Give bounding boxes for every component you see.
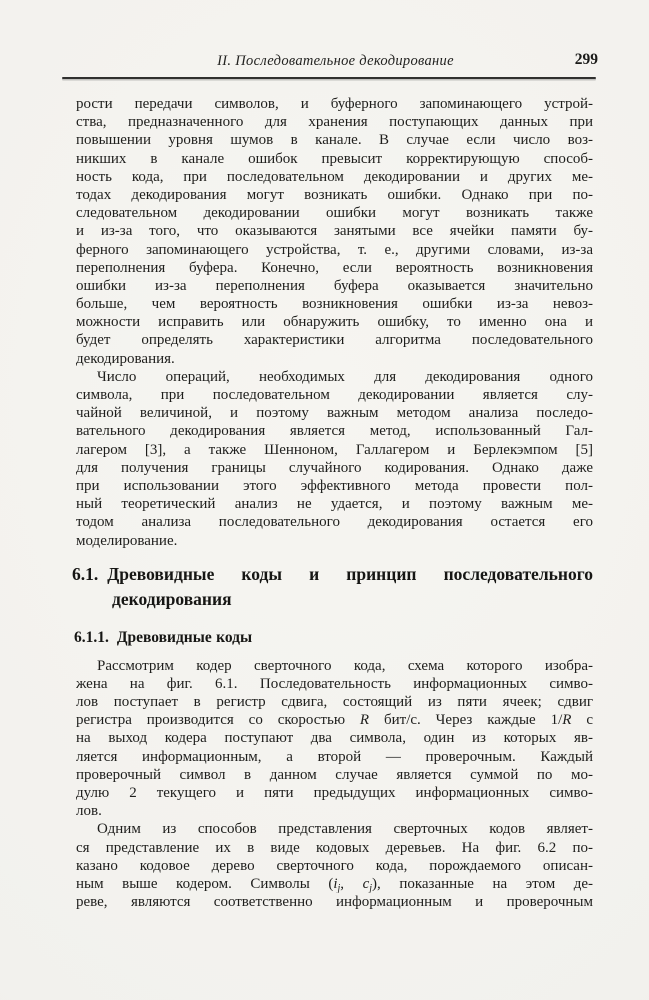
math-symbol: R: [562, 712, 572, 729]
text-segment: следовательном декодировании ошибки могут возникать также: [76, 205, 593, 222]
text-line: [76, 368, 593, 386]
text-line: [76, 802, 593, 820]
text-line: [76, 693, 593, 711]
text-line: [76, 532, 593, 550]
math-symbol: i: [333, 875, 338, 892]
text-segment: ный теоретический анализ не удается, и поэтому важным ме-: [76, 496, 593, 513]
text-segment: на выход кодера поступают два символа, один из которых яв-: [76, 730, 593, 747]
text-segment: повышении уровня шумов в канале. В случае если число воз-: [76, 132, 593, 149]
page-content: [72, 95, 593, 911]
math-symbol: R: [359, 712, 370, 729]
text-line: [76, 168, 593, 186]
text-line: [76, 893, 593, 911]
text-segment: жена на фиг. 6.1. Последовательность информационных симво-: [76, 675, 593, 692]
text-line: [76, 95, 593, 113]
text-segment: переполнения буфера. Конечно, если вероятность возникновения: [76, 259, 593, 276]
text-segment: ся представление их в виде кодовых деревьев. На фиг. 6.2 по-: [76, 839, 593, 856]
text-line: [76, 875, 593, 893]
text-segment: ,: [340, 875, 363, 892]
paragraph: [76, 820, 593, 911]
text-segment: для получения границы случайного кодирования. Однако даже: [76, 459, 593, 476]
text-line: [72, 562, 593, 587]
text-segment: реве, являются соответственно информационным и проверочным: [76, 894, 593, 911]
text-line: [76, 350, 593, 368]
text-segment: декодирования: [112, 588, 232, 609]
text-line: [76, 477, 593, 495]
section-heading: [72, 562, 593, 612]
text-line: [76, 459, 593, 477]
text-line: [76, 513, 593, 531]
text-line: [76, 313, 593, 331]
text-line: [76, 857, 593, 875]
text-line: [76, 839, 593, 857]
page-header: [76, 51, 598, 71]
paragraph: [76, 95, 593, 368]
text-line: [76, 113, 593, 131]
text-line: [72, 587, 593, 612]
text-segment: никших в канале ошибок превысит корректирующую способ-: [76, 150, 593, 167]
text-line: [76, 295, 593, 313]
text-segment: проверочный символ в данном случае является суммой по мо-: [76, 766, 593, 783]
text-line: [76, 331, 593, 349]
text-line: [76, 729, 593, 747]
text-line: [76, 766, 593, 784]
text-segment: моделирование.: [76, 532, 178, 549]
paragraph: [76, 657, 593, 821]
text-segment: казано кодовое дерево сверточного кода, порождаемого описан-: [76, 857, 593, 874]
text-segment: ность кода, при последовательном декодировании и других ме-: [76, 168, 593, 185]
text-segment: Число операций, необходимых для декодирования одного: [97, 368, 593, 385]
text-segment: дулю 2 текущего и пяти предыдущих информационных симво-: [76, 785, 593, 801]
text-segment: лагером [3], а также Шенноном, Галлагером и Берлекэмпом [5]: [76, 441, 593, 458]
text-segment: можности исправить или обнаружить ошибку, то именно она и: [76, 314, 593, 331]
text-segment: Одним из способов представления сверточных кодов являет-: [97, 821, 593, 838]
text-line: [76, 131, 593, 149]
subscript-symbol: j: [337, 882, 341, 894]
text-line: [76, 277, 593, 295]
text-segment: лов поступает в регистр сдвига, состоящий из пяти ячеек; сдвиг: [76, 694, 593, 711]
header-rule: [62, 77, 596, 79]
text-line: [76, 222, 593, 240]
text-line: [76, 820, 593, 838]
text-line: [76, 241, 593, 259]
text-line: [76, 748, 593, 766]
text-segment: ошибки из-за переполнения буфера оказывается значительно: [76, 277, 593, 294]
subscript-symbol: j: [369, 882, 373, 894]
text-line: [76, 495, 593, 513]
text-segment: рости передачи символов, и буферного запоминающего устрой-: [76, 96, 593, 112]
text-segment: вательного декодирования является метод, использованный Гал-: [76, 423, 593, 440]
text-segment: тодах декодирования могут возникать ошибки. Однако при по-: [76, 186, 593, 203]
text-line: [76, 784, 593, 802]
text-segment: декодирования.: [76, 350, 175, 367]
text-line: [74, 627, 593, 648]
text-line: [76, 186, 593, 204]
text-segment: ства, предназначенного для хранения поступающих данных при: [76, 114, 593, 131]
text-line: [76, 657, 593, 675]
text-segment: при использовании этого эффективного метода провести пол-: [76, 477, 593, 494]
text-segment: Древовидные коды: [116, 628, 253, 646]
text-segment: ным выше кодером. Символы (: [76, 875, 334, 892]
text-line: [76, 422, 593, 440]
text-segment: лов.: [76, 803, 102, 820]
text-segment: ), показанные на этом де-: [372, 875, 593, 892]
text-segment: тодом анализа последовательного декодирования остается его: [76, 514, 593, 531]
text-segment: больше, чем вероятность возникновения ошибки из-за невоз-: [76, 296, 593, 313]
text-line: [76, 441, 593, 459]
text-segment: символа, при последовательном декодировании является слу-: [76, 387, 593, 403]
text-segment: ляется информационным, а второй — проверочным. Каждый: [76, 748, 593, 765]
text-line: [76, 404, 593, 422]
text-segment: и из-за того, что оказываются занятыми все ячейки памяти бу-: [76, 223, 593, 240]
text-line: [76, 711, 593, 729]
text-segment: бит/с. Через каждые 1/: [369, 712, 563, 729]
text-segment: регистра производится со скоростью: [76, 712, 360, 729]
text-line: [76, 150, 593, 168]
page-number: 299: [574, 51, 598, 68]
text-line: [76, 386, 593, 404]
text-segment: будет определять характеристики алгоритма последовательного: [76, 332, 593, 349]
subsection-heading: [74, 627, 593, 648]
text-segment: ферного запоминающего устройства, т. е., другими словами, из-за: [76, 241, 593, 258]
heading-number: 6.1.1.: [74, 628, 109, 646]
text-segment: с: [571, 712, 593, 729]
text-line: [76, 259, 593, 277]
text-segment: Древовидные коды и принцип последовательного: [107, 563, 593, 584]
paragraph: [76, 368, 593, 550]
text-segment: чайной величиной, и поэтому важным методом анализа последо-: [76, 405, 593, 422]
text-line: [76, 675, 593, 693]
heading-number: 6.1.: [72, 563, 99, 584]
running-title: II. Последовательное декодирование: [217, 53, 454, 69]
math-symbol: c: [362, 875, 370, 892]
text-segment: Рассмотрим кодер сверточного кода, схема которого изобра-: [97, 657, 593, 674]
text-line: [76, 204, 593, 222]
